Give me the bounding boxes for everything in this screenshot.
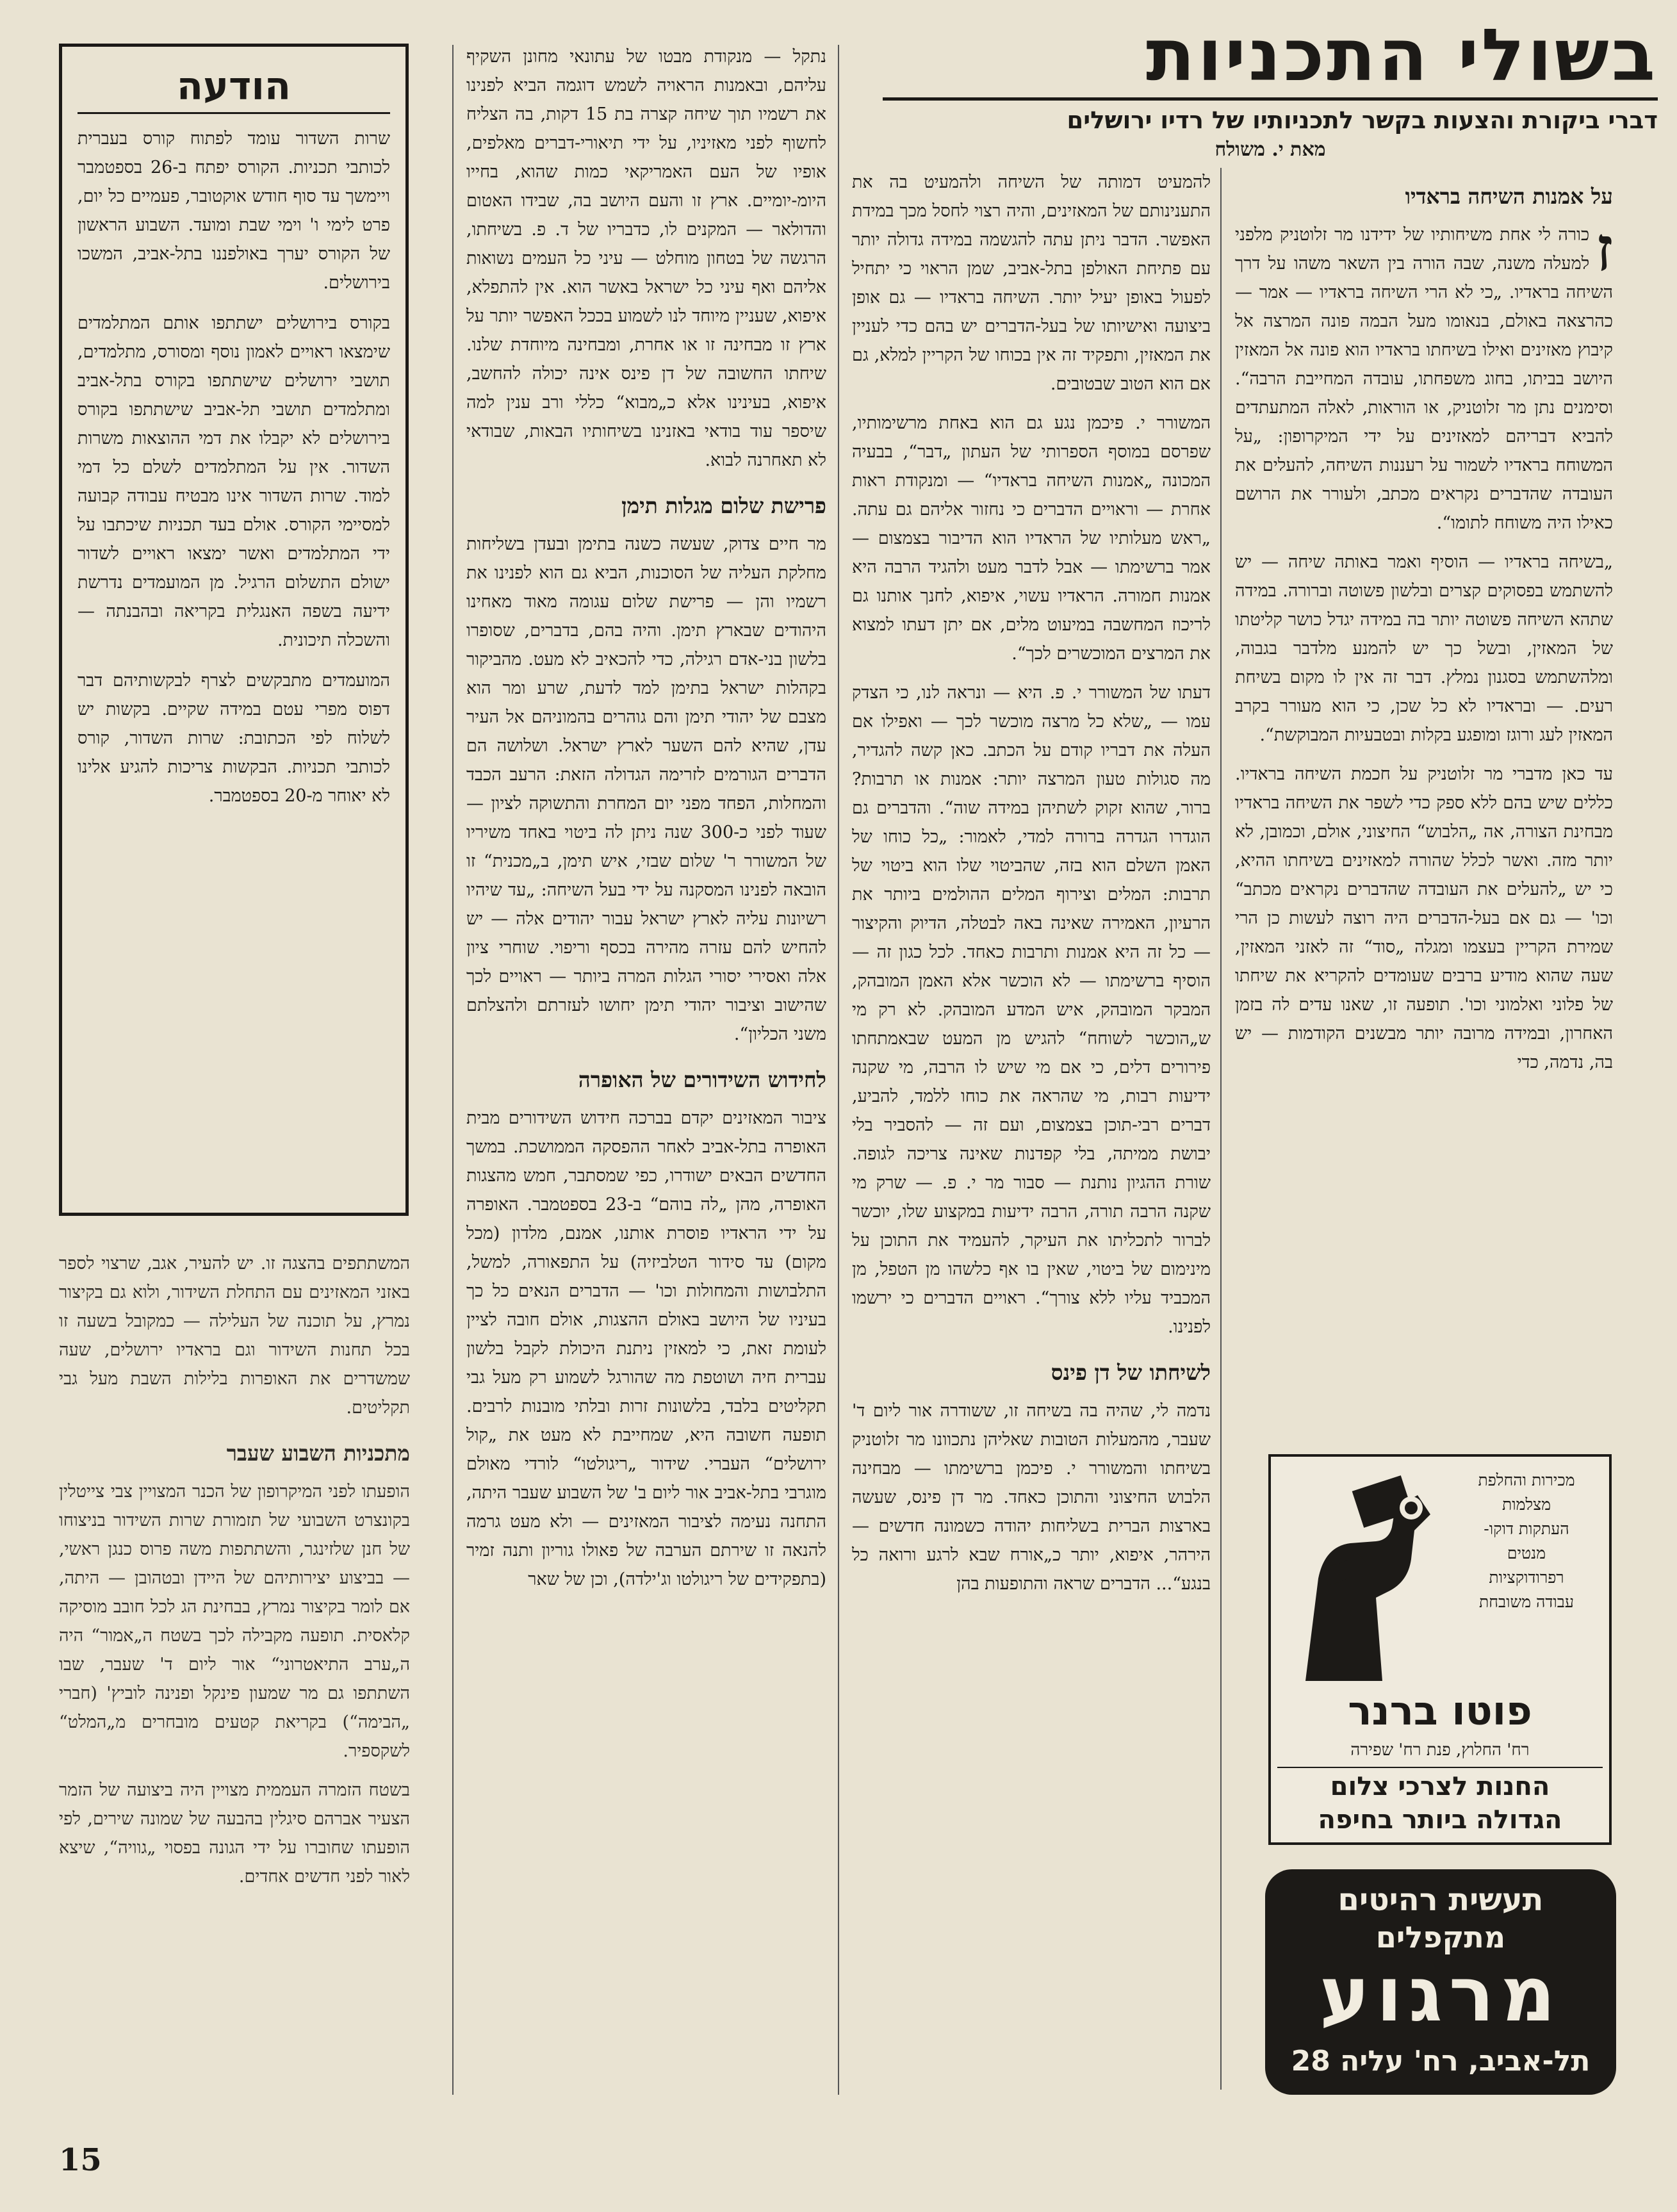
paragraph: מר חיים צדוק, שעשה כשנה בתימן ובעדן בשליחות מחלקת העליה של הסוכנות, הביא גם הוא לפנינו את רשמיו והן — פרישת שלום עגומה מאוד מאחינו היהודים שבארץ תימן. והיה בהם, בדברים, שסופרו בלשון בני-אדם רגילה, כדי להכאיב לא מעט. מהביקור בקהלות ישראל בתימן למד לדעת, שרע ומר הוא מצבם של יהודי תימן והם גוהרים בהמוניהם אל העיר עדן, שהיא להם השער לארץ ישראל. ושלושה הם הדברים הגורמים לזרימה הגדולה הזאת: הרעב הכבד והמחלות, הפחד מפני יום המחרת והתשוקה לציון — שעוד לפני כ-300 שנה ניתן לה ביטוי באחד משיריו של המשורר ר' שלום שבזי, איש תימן, ב„מכנית“ זו הובאה לפנינו המסקנה על ידי בעל השיחה: „עד שיהיו רשיונות עליה לארץ ישראל עבור יהודים אלה — יש להחיש להם עזרה מהירה בכסף וריפוי. שוחרי ציון אלה ואסירי יסורי הגלות המרה ביותר — ראויים לכך שהישוב וציבור יהודי תימן יחושו לעזרתם ולהצלתם משני הכליון“. — [466, 534, 826, 1044]
notice-box — [59, 44, 409, 1216]
article-column-2 — [852, 168, 1211, 2096]
paragraph-text: כורה לי אחת משיחותיו של ידידנו מר זלוטניק מלפני למעלה משנה, שבה הורה בין השאר משהו על דרך השיחה בראדיו. „כי לא הרי השיחה בראדיו — אמר — כהרצאה באולם, בנאומו מעל הבמה פונה המרצה אל קיבוץ מאזינים ואילו בשיחתו בראדיו הוא פונה אל המאזין היושב בביתו, בחוג משפחתו, עובדה המחייבת הרבה“. וסימנים נתן מר זלוטניק, או הוראות, לאלה המתעתדים להביא דבריהם למאזינים על ידי המיקרופון: „על המשוחח בראדיו לשמור על רעננות השיחה, להעלים את העובדה שהדברים נקראים מכתב, ולעורר את הרושם כאילו היה משוחח לתומו“. — [1235, 225, 1613, 533]
paragraph: נתקל — מנקודת מבטו של עתונאי מחונן השקיף עליהם, ובאמנות הראויה לשמש דוגמה הביא לפנינו את רשמיו תוך שיחה קצרה בת 15 דקות, בה הצליח לחשוף לפני מאזיניו, על ידי תיאורי-דברים מאלפים, אופיו של העם האמריקאי כמות שהוא, בחייו היומ-יומיים. ארץ זו והעם היושב בה, שבידו האטום והדולאר — המקנים לו, כדבריו של ד. פ. בשיחתו, הרגשה של בטחון מוחלט — עיני כל העמים נשואות אליהם ואף עיני כל ישראל באשר הוא. אין להתפלא, איפוא, שעניין מיוחד לנו לשמוע בככל האפשר יותר על ארץ זו מבחינה זו או אחרת, ומבחינה מיוחדת שלנו. שיחתו החשובה של דן פינס אינה יכולה להחשב, איפוא, בעינינו אלא כ„מבוא“ כללי ורב ענין למה שיספר עוד בודאי באזנינו בשיחותיו הבאות, שבודאי לא תאחרנה לבוא. — [466, 47, 826, 470]
ad-slogan-line-2: הגדולה ביותר בחיפה — [1318, 1805, 1562, 1835]
photo-brenner-ad — [1268, 1454, 1612, 1845]
paragraph: „בשיחה בראדיו — הוסיף ואמר באותה שיחה — יש להשתמש בפסוקים קצרים ובלשון פשוטה וברורה. במידה שתהא השיחה פשוטה יותר בה במידה יגדל כושר קליטתו של המאזין, ובשל כך יש להמנע מלדבר בגבוה, ומלהשתמש בסגנון נמלץ. דבר זה אין לו מקום בשיחת רעים. — ובראדיו לא כל שכן, כי הוא מעורר בקרב המאזין לעג ורוגז ומופגע בקלות ובטבעיות המבוקשת“. — [1235, 552, 1613, 745]
article-column-3 — [466, 42, 826, 2096]
page-number: 15 — [59, 2142, 102, 2178]
ad-slogan-line-1: החנות לצרכי צלום — [1330, 1772, 1550, 1801]
paragraph: הופעתו לפני המיקרופון של הכנר המצויין צבי צייטלין בקונצרט השבועי של תזמורת שרות השידור בניצוחו של חנן שלזינגר, והשתתפות משה פרוס כנגן ראשי, — בביצוע יצירותיהם של היידן ובטהובן — היתה, אם לומר בקיצור נמרץ, בבחינת הג לכל חובב מוסיקה קלאסית. תופעה מקבילה לכך בשטח ה„אמור“ היה ה„ערב התיאטרוני“ אור ליום ד' שעבר, שבו השתתפו גם מר שמעון פינקל ופנינה לוביץ' (חברי „הבימה“) בקריאת קטעים מובחרים מ„המלט“ לשקספיר. — [59, 1482, 410, 1761]
paragraph: המועמדים מתבקשים לצרף לבקשותיהם דבר דפוס מפרי עטם במידה שקיים. בקשות יש לשלוח לפי הכתובת: שרות השדור, קורס לכותבי תכניות. הבקשות צריכות להגיע אלינו לא יאוחר מ-20 בספטמבר. — [78, 671, 390, 806]
article-column-4 — [59, 1249, 410, 2095]
paragraph: דעתו של המשורר י. פ. היא — ונראה לנו, כי הצדק עמו — „שלא כל מרצה מוכשר לכך — ואפילו אם העלה את דבריו קודם על הכתב. כאן קשה להגדיר, מה סגולות טעון המרצה יותר: אמנות או תרבות? ברור, שהוא זקוק לשתיהן במידה שוה“. והדברים גם הוגדרו הגדרה ברורה למדי, לאמור: „כל כוחו של האמן השלם הוא בזה, שהביטוי שלו הוא ביטוי של תרבות: המלים וצירוף המלים ההולמים ביותר את הרעיון, האמירה שאינה באה לבטלה, הדיוק והקיצור — כל זה היא אמנות ותרבות כאחד. לכל כגון זה — הוסיף ברשימתו — לא הוכשר אלא האמן המובהק, המבקר המובהק, איש המדע המובהק. לא רק מי ש„הוכשר לשוחח“ להגיש מן המעט שבאמתחתו פירורים דלים, כי אם מי שיש לו הרבה, מי שקנה ידיעות רבות, מי שהראה את כוחו ללמד, להביע, דברים רבי-תוכן בצמצום, ועם זה — להסביר בלי יבושת ממיתה, בלי קפדנות שאינה צריכה לגופה. שורת ההגיון נותנת — סבור מר י. פ. — שרק מי שקנה הרבה תורה, הרבה ידיעות במקצוע שלו, יוכשר לברור לתכליתו את העיקר, להעמיד את התוכן על מינימום של ביטוי, שאין בו אף כלשהו מן הטפל, מן המכביד עליו ללא צורך“. ראויים הדברים כי ירשמו לפנינו. — [852, 683, 1211, 1337]
article-title: בשולי התכניות — [1146, 14, 1658, 97]
notice-title: הודעה — [78, 61, 390, 114]
section-heading-opera: לחידוש השידורים של האופרה — [578, 1067, 826, 1092]
article-byline: מאת י. משולח — [1215, 138, 1326, 161]
paragraph: נדמה לי, שהיה בה בשיחה זו, ששודרה אור ליום ד' שעבר, מהמעלות הטובות שאליהן נתכוונו מר זלוטניק בשיחתו והמשורר י. פיכמן ברשימתו — מבחינה הלבוש החיצוני והתוכן כאחד. מר דן פינס, שעשה בארצות הברית בשליחות יהודה כשמונה חדשים — הירהר, איפוא, יותר כ„אורח שבא לרגע ורואה כל בנגע“... הדברים שראה והתופעות בהן — [852, 1401, 1211, 1594]
paragraph: המשורר י. פיכמן נגע גם הוא באחת מרשימותיו, שפרסם במוסף הספרותי של העתון „דבר“, בבעיה המכונה „אמנות השיחה בראדיו“ — ומנקודת ראות אחרת — וראויים הדברים כי נחזור אליהם גם עתה. „ראש מעלותיו של הראדיו הוא הדיבור בצמצום — אמר ברשימתו — אבל לדבר מעט ולהגיד הרבה היא אמנות חמורה. הראדיו עשוי, איפוא, לחנך אותנו גם לריכוז המחשבה במיעוט מלים, אם יתן דעתו למצוא את המרצים המוכשרים לכך“. — [852, 413, 1211, 664]
section-heading-yemen: פרישת שלום מגלות תימן — [621, 493, 826, 518]
paragraph: עד כאן מדברי מר זלוטניק על חכמת השיחה בראדיו. כללים שיש בהם ללא ספק כדי לשפר את השיחה בראדיו מבחינת הצורה, אה „הלבוש“ החיצוני, אולם, וכמובן, לא יותר מזה. ואשר לכלל שהורה למאזינים בשיחתו ההיא, כי יש „להעלים את העובדה שהדברים נקראים מכתב“ וכו' — גם אם בעל-הדברים היה רוצה לעשות כן הרי שמירת הקריין בעצמו ומגלה „סוד“ זה לאזני המאזין, שעה שהוא מודיע ברבים שעומדים להקריא את שיחתו של פלוני ואלמוני וכו'. תופעה זו, שאנו עדים לה בזמן האחרון, ובמידה מרובה יותר מבשנים הקודמות — יש בה, נדמה, כדי — [1235, 764, 1613, 1072]
paragraph: בשטח הזמרה העממית מצויין היה ביצועה של הזמר הצעיר אברהם סיגלין בהבעה של שמונה שירים, לפי הופעתו שחוברו על ידי הגונה בפסוי „גוויה“, שיצא לאור לפני חדשים אחדים. — [59, 1780, 410, 1887]
article-column-1 — [1235, 165, 1613, 1440]
ad-brand-name: מרגוע — [1319, 1950, 1562, 2038]
paragraph: המשתתפים בהצגה זו. יש להעיר, אגב, שרצוי לספר באזני המאזינים עם התחלת השידור, ולוא גם בקיצור נמרץ, על תוכנה של העלילה — כמקובל בשעה זו בכל תחנות השידור וגם בראדיו ירושלים, שעה שמשדרים את האופרות בלילות השבת מעל גבי תקליטים. — [59, 1254, 410, 1418]
ad-services-list — [1453, 1468, 1600, 1614]
column-divider — [838, 45, 839, 2095]
paragraph: שרות השדור עומד לפתוח קורס בעברית לכותבי תכניות. הקורס יפתח ב-26 בספטמבר ויימשך עד סוף חודש אוקטובר, פעמיים כל יום, פרט לימי ו' וימי שבת ומועד. השבוע הראשון של הקורס יערך באולפננו בתל-אביב, המשכו בירושלים. — [78, 129, 391, 293]
paragraph: ציבור המאזינים יקדם בברכה חידוש השידורים מבית האופרה בתל-אביב לאחר ההפסקה הממושכת. במשך החדשים הבאים ישודרו, כפי שמסתבר, חמש מהצגות האופרה, מהן „לה בוהם“ ב-23 בספטמבר. האופרה על ידי הראדיו פוסרת אותנו, אמנם, מלדון (מכל מקום) עד סידור הטלביזיה) על התפאורה, למשל, התלבושות והמחולות וכו' — הדברים הנאים כל כך בעיניו של היושב באולם ההצגות, אולם חובה לציין לעומת זאת, כי למאזין ניתנת היכולת לקבל בלשון עברית חיה ושוטפת מה שהורגל לשמוע רק מעל גבי תקליטים בלבד, בלשונות זרות ובלתי מובנות לרבים. תופעה חשובה היא, שמחייבת לא מעט את „קול ירושלים“ העברי. שידור „ריגולטו“ לורדי מאולם מוגרבי בתל-אביב אור ליום ב' של השבוע שעבר היתה, התחנה נעימה לציבור המאזינים — ולא מעט גרמה להנאה זו שירתם הערבה של פאולו גוריון ותנה זמיר (בתפקידים של ריגולטו וג'ילדה), וכן של שאר — [466, 1108, 826, 1589]
article-masthead — [883, 14, 1658, 163]
ad-line: העתקות דוקו- — [1484, 1520, 1569, 1538]
ad-address: תל-אביב, רח' עליה 28 — [1291, 2045, 1591, 2077]
paragraph: בקורס בירושלים ישתתפו אותם המתלמדים שימצאו ראויים לאמון נוסף ומסורס, מתלמדים, תושבי ירושלים שישתתפו בקורס בתל-אביב ומתלמדים תושבי תל-אביב שישתתפו בקורס בירושלים לא יקבלו את דמי ההוצאות משרות השדור. אין על המתלמדים לשלם כל דמי למוד. שרות השדור אינו מבטיח עבודה קבועה למסיימי הקורס. אולם בעד תכניות שיכתבו על ידי המתלמדים ואשר ימצאו ראויים לשדור ישולם התשלום הרגיל. מן המועמדים נדרשת ידיעה בשפה האנגלית בקריאה ובהבנתה — והשכלה תיכונית. — [78, 313, 390, 650]
margoa-furniture-ad — [1265, 1869, 1616, 2095]
ad-line: מנטים — [1507, 1544, 1546, 1562]
article-subtitle: דברי ביקורת והצעות בקשר לתכניותיו של רדיו ירושלים — [883, 97, 1658, 136]
ad-line: עבודה משובחת — [1479, 1593, 1574, 1611]
section-heading-last-week: מתכניות השבוע שעבר — [226, 1441, 410, 1466]
ad-line: מכירות והחלפת — [1478, 1471, 1575, 1489]
camera-illustration-icon — [1280, 1470, 1440, 1681]
ad-line: מצלמות — [1501, 1495, 1551, 1514]
paragraph — [1235, 213, 1613, 537]
paragraph: להמעיט דמותה של השיחה ולהמעיט בה את התענינותם של המאזינים, והיה רצוי לחסל מכך במידת האפשר. הדבר ניתן עתה להגשמה במידה גדולה יותר עם פתיחת האולפן בתל-אביב, שמן הראוי כי יתחיל לפעול באופן יעיל יותר. השיחה בראדיו — גם אופן ביצועה ואישיותו של בעל-הדברים יש בהם כדי לעניין את המאזין, ותפקיד זה אין בכוחו של הקריין למלא, גם אם הוא הטוב שבטובים. — [852, 172, 1211, 394]
section-heading-dan-pines: לשיחתו של דן פינס — [1051, 1360, 1211, 1385]
ad-shop-name: פוטו ברנר — [1348, 1687, 1532, 1734]
ad-address: רח' החלוץ, פנת רח' שפירה — [1277, 1739, 1603, 1768]
column-divider — [452, 45, 454, 2095]
ad-line-1: תעשית רהיטים — [1338, 1882, 1544, 1918]
column-divider — [1220, 168, 1222, 2090]
dropcap: ז — [1596, 213, 1613, 285]
notice-text — [78, 124, 390, 810]
ad-line: רפרודוקציות — [1489, 1568, 1564, 1587]
ad-line-2: מתקפלים — [1375, 1920, 1506, 1954]
section-heading-radio-talk: על אמנות השיחה בראדיו — [1405, 184, 1613, 209]
